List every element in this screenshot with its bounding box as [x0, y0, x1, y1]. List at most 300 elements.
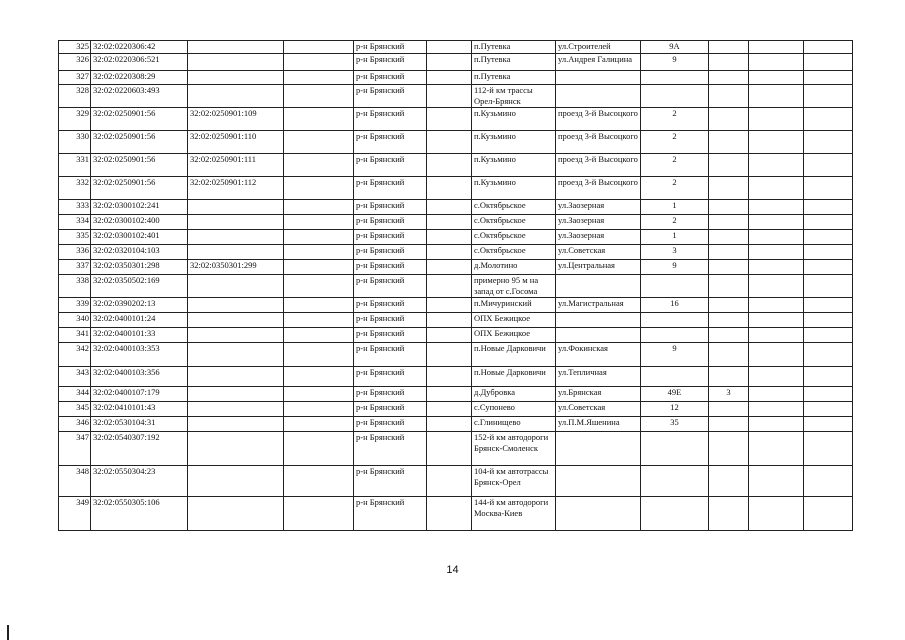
locality-cell: п.Мичуринский [472, 298, 556, 313]
house-number-cell: 2 [641, 108, 709, 131]
row-number-cell: 330 [59, 131, 91, 154]
locality-cell: п.Кузьмино [472, 108, 556, 131]
cadastral-number-cell: 32:02:0250901:56 [91, 177, 188, 200]
locality-cell: с.Октябрьское [472, 200, 556, 215]
district-cell: р-н Брянский [354, 154, 427, 177]
registry-body [59, 41, 853, 531]
cadastral-number-cell: 32:02:0300102:241 [91, 200, 188, 215]
sub-cadastral-number-cell [188, 466, 284, 497]
sub-cadastral-number-cell [188, 387, 284, 402]
house-number-cell: 1 [641, 200, 709, 215]
street-cell: проезд 3-й Высоцкого [556, 154, 641, 177]
row-number-cell: 329 [59, 108, 91, 131]
house-number-cell: 12 [641, 402, 709, 417]
house-number-cell: 3 [641, 245, 709, 260]
district-cell: р-н Брянский [354, 177, 427, 200]
district-cell: р-н Брянский [354, 71, 427, 85]
building-number-cell [709, 367, 749, 387]
district-cell: р-н Брянский [354, 41, 427, 54]
cadastral-number-cell: 32:02:0350502:169 [91, 275, 188, 298]
empty-cell [749, 54, 804, 71]
table-row [59, 466, 853, 497]
building-number-cell [709, 343, 749, 367]
building-number-cell [709, 245, 749, 260]
empty-cell [284, 41, 354, 54]
empty-cell [427, 313, 472, 328]
empty-cell [804, 298, 853, 313]
empty-cell [804, 497, 853, 531]
table-row [59, 313, 853, 328]
cadastral-number-cell: 32:02:0250901:56 [91, 131, 188, 154]
locality-cell: п.Путевка [472, 41, 556, 54]
table-row [59, 402, 853, 417]
table-row [59, 260, 853, 275]
locality-cell: с.Октябрьское [472, 215, 556, 230]
cadastral-number-cell: 32:02:0300102:401 [91, 230, 188, 245]
locality-cell: п.Кузьмино [472, 177, 556, 200]
empty-cell [284, 367, 354, 387]
empty-cell [804, 367, 853, 387]
district-cell: р-н Брянский [354, 328, 427, 343]
empty-cell [749, 432, 804, 466]
empty-cell [284, 328, 354, 343]
house-number-cell [641, 328, 709, 343]
sub-cadastral-number-cell [188, 367, 284, 387]
building-number-cell [709, 154, 749, 177]
empty-cell [749, 402, 804, 417]
house-number-cell [641, 497, 709, 531]
street-cell: ул.Советская [556, 402, 641, 417]
empty-cell [284, 200, 354, 215]
row-number-cell: 331 [59, 154, 91, 177]
table-row [59, 177, 853, 200]
cadastral-number-cell: 32:02:0300102:400 [91, 215, 188, 230]
empty-cell [284, 245, 354, 260]
house-number-cell: 2 [641, 154, 709, 177]
sub-cadastral-number-cell [188, 343, 284, 367]
table-row [59, 387, 853, 402]
sub-cadastral-number-cell [188, 200, 284, 215]
row-number-cell: 326 [59, 54, 91, 71]
empty-cell [284, 343, 354, 367]
building-number-cell: 3 [709, 387, 749, 402]
row-number-cell: 340 [59, 313, 91, 328]
district-cell: р-н Брянский [354, 260, 427, 275]
district-cell: р-н Брянский [354, 466, 427, 497]
row-number-cell: 332 [59, 177, 91, 200]
row-number-cell: 339 [59, 298, 91, 313]
sub-cadastral-number-cell [188, 215, 284, 230]
empty-cell [427, 260, 472, 275]
house-number-cell: 9 [641, 260, 709, 275]
empty-cell [804, 466, 853, 497]
street-cell [556, 432, 641, 466]
district-cell: р-н Брянский [354, 417, 427, 432]
empty-cell [284, 108, 354, 131]
empty-cell [284, 54, 354, 71]
building-number-cell [709, 328, 749, 343]
sub-cadastral-number-cell [188, 432, 284, 466]
district-cell: р-н Брянский [354, 343, 427, 367]
empty-cell [804, 328, 853, 343]
empty-cell [427, 154, 472, 177]
sub-cadastral-number-cell: 32:02:0350301:299 [188, 260, 284, 275]
empty-cell [804, 245, 853, 260]
sub-cadastral-number-cell: 32:02:0250901:109 [188, 108, 284, 131]
district-cell: р-н Брянский [354, 367, 427, 387]
house-number-cell [641, 432, 709, 466]
empty-cell [284, 387, 354, 402]
building-number-cell [709, 54, 749, 71]
empty-cell [749, 466, 804, 497]
building-number-cell [709, 402, 749, 417]
building-number-cell [709, 497, 749, 531]
empty-cell [427, 85, 472, 108]
empty-cell [427, 343, 472, 367]
locality-cell: примерно 95 м на запад от с.Госома [472, 275, 556, 298]
cadastral-number-cell: 32:02:0400101:33 [91, 328, 188, 343]
empty-cell [427, 387, 472, 402]
street-cell: ул.Заозерная [556, 200, 641, 215]
district-cell: р-н Брянский [354, 298, 427, 313]
street-cell: ул.П.М.Яшенина [556, 417, 641, 432]
empty-cell [749, 71, 804, 85]
empty-cell [284, 466, 354, 497]
empty-cell [804, 417, 853, 432]
house-number-cell [641, 71, 709, 85]
empty-cell [427, 41, 472, 54]
building-number-cell [709, 260, 749, 275]
row-number-cell: 336 [59, 245, 91, 260]
district-cell: р-н Брянский [354, 275, 427, 298]
empty-cell [284, 177, 354, 200]
locality-cell: 104-й км автотрассы Брянск-Орел [472, 466, 556, 497]
empty-cell [284, 260, 354, 275]
building-number-cell [709, 313, 749, 328]
sub-cadastral-number-cell [188, 275, 284, 298]
empty-cell [284, 71, 354, 85]
building-number-cell [709, 108, 749, 131]
sub-cadastral-number-cell [188, 313, 284, 328]
street-cell: ул.Магистральная [556, 298, 641, 313]
empty-cell [427, 367, 472, 387]
empty-cell [427, 54, 472, 71]
street-cell: ул.Заозерная [556, 215, 641, 230]
street-cell [556, 328, 641, 343]
building-number-cell [709, 298, 749, 313]
table-row [59, 432, 853, 466]
locality-cell: д.Дубровка [472, 387, 556, 402]
sub-cadastral-number-cell: 32:02:0250901:110 [188, 131, 284, 154]
empty-cell [284, 313, 354, 328]
house-number-cell: 35 [641, 417, 709, 432]
sub-cadastral-number-cell [188, 328, 284, 343]
scan-edge-mark [7, 625, 9, 640]
table-row [59, 343, 853, 367]
street-cell [556, 313, 641, 328]
locality-cell: ОПХ Бежицкое [472, 328, 556, 343]
cadastral-number-cell: 32:02:0250901:56 [91, 154, 188, 177]
sub-cadastral-number-cell [188, 497, 284, 531]
locality-cell: д.Молотино [472, 260, 556, 275]
row-number-cell: 333 [59, 200, 91, 215]
cadastral-number-cell: 32:02:0540307:192 [91, 432, 188, 466]
empty-cell [749, 230, 804, 245]
street-cell: ул.Фокинская [556, 343, 641, 367]
building-number-cell [709, 177, 749, 200]
empty-cell [804, 131, 853, 154]
cadastral-number-cell: 32:02:0530104:31 [91, 417, 188, 432]
house-number-cell [641, 367, 709, 387]
street-cell: ул.Строителей [556, 41, 641, 54]
street-cell: ул.Андрея Галицина [556, 54, 641, 71]
empty-cell [749, 131, 804, 154]
empty-cell [427, 417, 472, 432]
table-row [59, 367, 853, 387]
district-cell: р-н Брянский [354, 54, 427, 71]
row-number-cell: 325 [59, 41, 91, 54]
empty-cell [804, 85, 853, 108]
empty-cell [749, 328, 804, 343]
sub-cadastral-number-cell [188, 71, 284, 85]
street-cell: проезд 3-й Высоцкого [556, 177, 641, 200]
street-cell: ул.Заозерная [556, 230, 641, 245]
sub-cadastral-number-cell [188, 417, 284, 432]
table-row [59, 497, 853, 531]
empty-cell [427, 466, 472, 497]
empty-cell [284, 298, 354, 313]
locality-cell: 112-й км трассы Орел-Брянск [472, 85, 556, 108]
empty-cell [749, 108, 804, 131]
row-number-cell: 337 [59, 260, 91, 275]
row-number-cell: 347 [59, 432, 91, 466]
sub-cadastral-number-cell [188, 41, 284, 54]
cadastral-number-cell: 32:02:0550305:106 [91, 497, 188, 531]
cadastral-number-cell: 32:02:0400103:356 [91, 367, 188, 387]
empty-cell [804, 71, 853, 85]
row-number-cell: 327 [59, 71, 91, 85]
table-row [59, 417, 853, 432]
house-number-cell [641, 85, 709, 108]
sub-cadastral-number-cell [188, 298, 284, 313]
empty-cell [427, 230, 472, 245]
district-cell: р-н Брянский [354, 497, 427, 531]
locality-cell: с.Октябрьское [472, 245, 556, 260]
locality-cell: 144-й км автодороги Москва-Киев [472, 497, 556, 531]
building-number-cell [709, 275, 749, 298]
empty-cell [427, 108, 472, 131]
empty-cell [284, 275, 354, 298]
empty-cell [804, 154, 853, 177]
district-cell: р-н Брянский [354, 230, 427, 245]
street-cell [556, 71, 641, 85]
sub-cadastral-number-cell [188, 85, 284, 108]
locality-cell: п.Путевка [472, 54, 556, 71]
cadastral-number-cell: 32:02:0220308:29 [91, 71, 188, 85]
empty-cell [749, 417, 804, 432]
row-number-cell: 338 [59, 275, 91, 298]
district-cell: р-н Брянский [354, 108, 427, 131]
locality-cell: с.Глинищево [472, 417, 556, 432]
cadastral-number-cell: 32:02:0220306:42 [91, 41, 188, 54]
building-number-cell [709, 41, 749, 54]
street-cell [556, 497, 641, 531]
cadastral-number-cell: 32:02:0220603:493 [91, 85, 188, 108]
empty-cell [749, 275, 804, 298]
property-registry-table [58, 40, 853, 531]
empty-cell [804, 402, 853, 417]
district-cell: р-н Брянский [354, 245, 427, 260]
table-row [59, 230, 853, 245]
cadastral-number-cell: 32:02:0390202:13 [91, 298, 188, 313]
empty-cell [749, 200, 804, 215]
table-row [59, 215, 853, 230]
empty-cell [427, 402, 472, 417]
empty-cell [749, 260, 804, 275]
sub-cadastral-number-cell: 32:02:0250901:111 [188, 154, 284, 177]
table-row [59, 200, 853, 215]
empty-cell [427, 328, 472, 343]
empty-cell [804, 54, 853, 71]
row-number-cell: 348 [59, 466, 91, 497]
house-number-cell: 16 [641, 298, 709, 313]
empty-cell [749, 215, 804, 230]
empty-cell [804, 387, 853, 402]
locality-cell: п.Новые Дарковичи [472, 343, 556, 367]
row-number-cell: 335 [59, 230, 91, 245]
empty-cell [749, 177, 804, 200]
district-cell: р-н Брянский [354, 215, 427, 230]
sub-cadastral-number-cell [188, 230, 284, 245]
table-row [59, 131, 853, 154]
empty-cell [804, 200, 853, 215]
empty-cell [749, 387, 804, 402]
row-number-cell: 349 [59, 497, 91, 531]
cadastral-number-cell: 32:02:0550304:23 [91, 466, 188, 497]
street-cell [556, 275, 641, 298]
sub-cadastral-number-cell [188, 54, 284, 71]
empty-cell [749, 497, 804, 531]
empty-cell [284, 417, 354, 432]
cadastral-number-cell: 32:02:0410101:43 [91, 402, 188, 417]
cadastral-number-cell: 32:02:0350301:298 [91, 260, 188, 275]
row-number-cell: 342 [59, 343, 91, 367]
empty-cell [284, 154, 354, 177]
table-row [59, 154, 853, 177]
page-number: 14 [446, 564, 459, 576]
building-number-cell [709, 71, 749, 85]
cadastral-number-cell: 32:02:0400107:179 [91, 387, 188, 402]
empty-cell [284, 85, 354, 108]
table-row [59, 41, 853, 54]
empty-cell [284, 432, 354, 466]
locality-cell: п.Кузьмино [472, 154, 556, 177]
building-number-cell [709, 466, 749, 497]
sub-cadastral-number-cell [188, 245, 284, 260]
cadastral-number-cell: 32:02:0400101:24 [91, 313, 188, 328]
house-number-cell: 9 [641, 54, 709, 71]
locality-cell: п.Кузьмино [472, 131, 556, 154]
empty-cell [749, 154, 804, 177]
empty-cell [804, 275, 853, 298]
empty-cell [749, 367, 804, 387]
empty-cell [284, 497, 354, 531]
sub-cadastral-number-cell: 32:02:0250901:112 [188, 177, 284, 200]
empty-cell [749, 313, 804, 328]
empty-cell [804, 230, 853, 245]
street-cell: проезд 3-й Высоцкого [556, 131, 641, 154]
district-cell: р-н Брянский [354, 85, 427, 108]
building-number-cell [709, 215, 749, 230]
table-row [59, 275, 853, 298]
row-number-cell: 328 [59, 85, 91, 108]
street-cell: ул.Брянская [556, 387, 641, 402]
district-cell: р-н Брянский [354, 131, 427, 154]
empty-cell [749, 245, 804, 260]
house-number-cell: 1 [641, 230, 709, 245]
empty-cell [427, 177, 472, 200]
table-row [59, 54, 853, 71]
row-number-cell: 346 [59, 417, 91, 432]
house-number-cell: 2 [641, 177, 709, 200]
locality-cell: 152-й км автодороги Брянск-Смоленск [472, 432, 556, 466]
locality-cell: п.Новые Дарковичи [472, 367, 556, 387]
locality-cell: с.Супонево [472, 402, 556, 417]
house-number-cell [641, 275, 709, 298]
empty-cell [427, 432, 472, 466]
empty-cell [804, 343, 853, 367]
building-number-cell [709, 200, 749, 215]
table-row [59, 245, 853, 260]
building-number-cell [709, 131, 749, 154]
table-row [59, 328, 853, 343]
row-number-cell: 345 [59, 402, 91, 417]
street-cell: ул.Тепличная [556, 367, 641, 387]
empty-cell [804, 108, 853, 131]
empty-cell [284, 215, 354, 230]
house-number-cell: 49Е [641, 387, 709, 402]
empty-cell [427, 71, 472, 85]
empty-cell [749, 41, 804, 54]
street-cell: ул.Центральная [556, 260, 641, 275]
table-row [59, 85, 853, 108]
building-number-cell [709, 417, 749, 432]
locality-cell: с.Октябрьское [472, 230, 556, 245]
row-number-cell: 341 [59, 328, 91, 343]
empty-cell [749, 343, 804, 367]
cadastral-number-cell: 32:02:0250901:56 [91, 108, 188, 131]
empty-cell [749, 85, 804, 108]
row-number-cell: 343 [59, 367, 91, 387]
cadastral-number-cell: 32:02:0400103:353 [91, 343, 188, 367]
table-row [59, 298, 853, 313]
empty-cell [427, 215, 472, 230]
locality-cell: п.Путевка [472, 71, 556, 85]
street-cell [556, 466, 641, 497]
empty-cell [804, 177, 853, 200]
district-cell: р-н Брянский [354, 313, 427, 328]
empty-cell [804, 432, 853, 466]
empty-cell [284, 131, 354, 154]
sub-cadastral-number-cell [188, 402, 284, 417]
building-number-cell [709, 230, 749, 245]
district-cell: р-н Брянский [354, 402, 427, 417]
empty-cell [427, 200, 472, 215]
house-number-cell: 2 [641, 131, 709, 154]
empty-cell [804, 41, 853, 54]
house-number-cell: 9 [641, 343, 709, 367]
district-cell: р-н Брянский [354, 432, 427, 466]
